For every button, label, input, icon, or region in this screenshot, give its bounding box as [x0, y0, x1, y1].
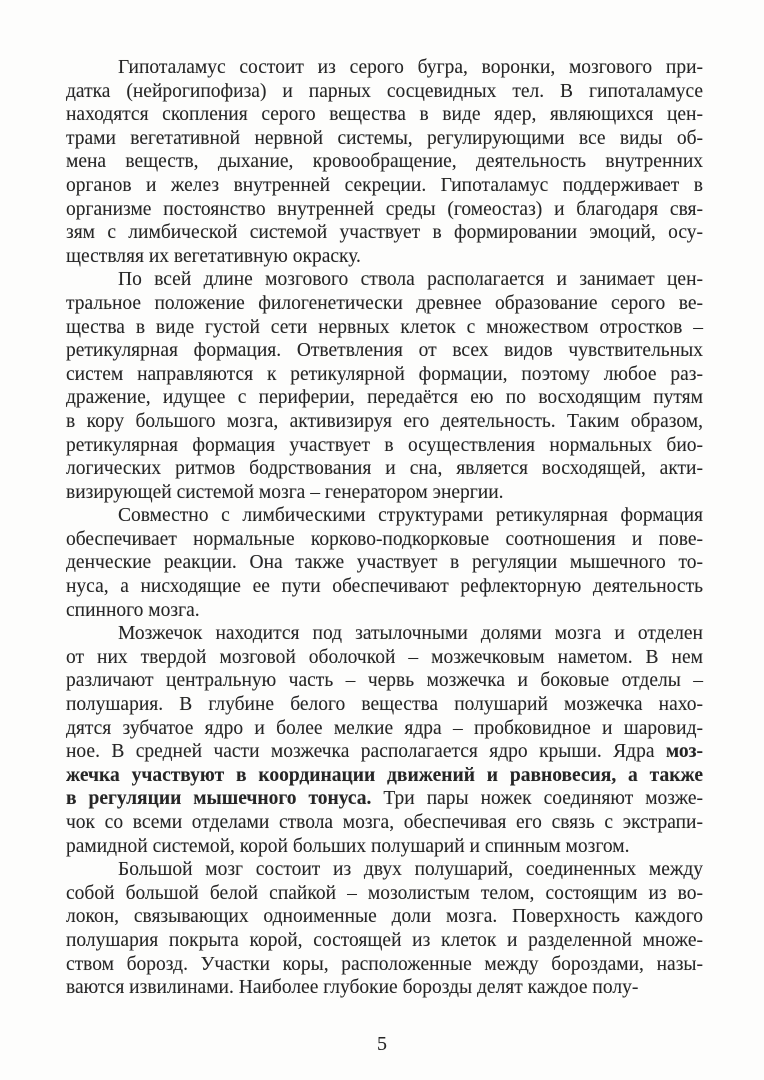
text-segment: чок со всеми отделами ствола мозга, обеспечивая его связь с экстрапи-	[66, 812, 703, 833]
text-line	[66, 174, 703, 198]
text-segment: организме постоянство внутренней среды (гомеостаз) и благодаря свя-	[66, 198, 703, 220]
text-line	[66, 316, 703, 340]
text-line	[66, 905, 703, 929]
text-line	[66, 669, 703, 693]
text-line	[66, 740, 703, 764]
text-segment: ретикулярная формация. Ответвления от всех видов чувствительных	[66, 340, 703, 362]
text-line	[66, 457, 703, 481]
text-segment: спинного мозга.	[66, 599, 200, 621]
text-segment: полушария покрыта корой, состоящей из клеток и разделенной множе-	[66, 929, 703, 951]
text-line	[66, 787, 703, 811]
text-segment: Совместно с лимбическими структурами ретикулярная формация	[118, 505, 703, 527]
text-segment: датка (нейрогипофиза) и парных сосцевидных тел. В гипоталамусе	[66, 80, 703, 102]
text-segment: тральное положение филогенетически древнее образование серого ве-	[66, 292, 703, 314]
text-segment: дятся зубчатое ядро и более мелкие ядра – пробковидное и шаровид-	[66, 717, 703, 739]
text-segment: ное. В средней части мозжечка располагается ядро крыши. Ядра	[66, 741, 666, 763]
text-segment: Три пары ножек соединяют мозже-	[371, 788, 703, 810]
text-line	[66, 292, 703, 316]
text-segment: Большой мозг состоит из двух полушарий, соединенных между	[118, 859, 703, 881]
text-segment: локон, связывающих одноименные доли мозга. Поверхность каждого	[66, 906, 703, 928]
text-segment: находятся скопления серого вещества в виде ядер, являющихся цен-	[66, 104, 703, 126]
text-segment: Гипоталамус состоит из серого бугра, воронки, мозгового при-	[118, 57, 703, 78]
text-segment: логических ритмов бодрствования и сна, является восходящей, акти-	[66, 458, 703, 480]
text-line	[66, 56, 703, 80]
text-segment: органов и желез внутренней секреции. Гипоталамус поддерживает в	[66, 174, 703, 196]
text-line	[66, 858, 703, 882]
text-segment: от них твердой мозговой оболочкой – мозжечковым наметом. В нем	[66, 646, 703, 668]
text-segment: зям с лимбической системой участвует в формировании эмоций, осу-	[66, 222, 703, 244]
text-segment: мена веществ, дыхание, кровообращение, деятельность внутренних	[66, 151, 703, 173]
text-segment: трами вегетативной нервной системы, регулирующими все виды об-	[66, 127, 703, 149]
text-segment: денческие реакции. Она также участвует в регуляции мышечного то-	[66, 552, 703, 574]
bold-text-segment: моз-	[665, 741, 703, 763]
text-segment: щества в виде густой сети нервных клеток с множеством отростков –	[66, 316, 703, 338]
text-line	[66, 551, 703, 575]
text-line	[66, 646, 703, 670]
text-line	[66, 198, 703, 222]
text-segment: ваются извилинами. Наиболее глубокие борозды делят каждое полу-	[66, 977, 639, 999]
text-line	[66, 410, 703, 434]
text-line	[66, 245, 703, 269]
text-line	[66, 80, 703, 104]
text-line	[66, 127, 703, 151]
text-segment: нуса, а нисходящие ее пути обеспечивают рефлекторную деятельность	[66, 576, 703, 598]
text-segment: собой большой белой спайкой – мозолистым телом, состоящим из во-	[66, 882, 703, 904]
text-segment: рамидной системой, корой больших полушарий и спинным мозгом.	[66, 835, 630, 857]
text-line	[66, 693, 703, 717]
bold-text-segment: жечка участвуют в координации движений и равновесия, а также	[66, 764, 703, 786]
text-line	[66, 811, 703, 835]
text-line	[66, 528, 703, 552]
text-line	[66, 622, 703, 646]
text-segment: Мозжечок находится под затылочными долями мозга и отделен	[118, 623, 703, 645]
text-line	[66, 575, 703, 599]
text-segment: ретикулярная формация участвует в осуществления нормальных био-	[66, 434, 703, 456]
text-line	[66, 221, 703, 245]
bold-text-segment: в регуляции мышечного тонуса.	[66, 788, 372, 810]
text-line	[66, 481, 703, 505]
text-segment: ществляя их вегетативную окраску.	[66, 245, 361, 267]
text-line	[66, 150, 703, 174]
text-segment: в кору большого мозга, активизируя его деятельность. Таким образом,	[66, 410, 703, 432]
text-line	[66, 339, 703, 363]
text-line	[66, 976, 703, 1000]
text-line	[66, 599, 703, 623]
text-line	[66, 764, 703, 788]
text-line	[66, 103, 703, 127]
text-line	[66, 929, 703, 953]
text-line	[66, 386, 703, 410]
text-segment: систем направляются к ретикулярной формации, поэтому любое раз-	[66, 363, 703, 385]
text-segment: ством борозд. Участки коры, расположенные между бороздами, назы-	[66, 953, 703, 975]
text-line	[66, 835, 703, 859]
text-line	[66, 363, 703, 387]
body-text	[66, 56, 703, 1000]
text-line	[66, 717, 703, 741]
text-segment: По всей длине мозгового ствола располагается и занимает цен-	[118, 269, 703, 291]
page-number: 5	[377, 1033, 387, 1055]
text-line	[66, 504, 703, 528]
text-segment: визирующей системой мозга – генератором энергии.	[66, 481, 504, 503]
text-segment: обеспечивает нормальные корково-подкорковые соотношения и пове-	[66, 528, 703, 550]
text-segment: полушария. В глубине белого вещества полушарий мозжечка нахо-	[66, 694, 703, 716]
text-line	[66, 434, 703, 458]
text-segment: различают центральную часть – червь мозжечка и боковые отделы –	[66, 670, 703, 692]
text-segment: дражение, идущее с периферии, передаётся ею по восходящим путям	[66, 387, 703, 409]
text-line	[66, 953, 703, 977]
text-line	[66, 268, 703, 292]
text-line	[66, 882, 703, 906]
